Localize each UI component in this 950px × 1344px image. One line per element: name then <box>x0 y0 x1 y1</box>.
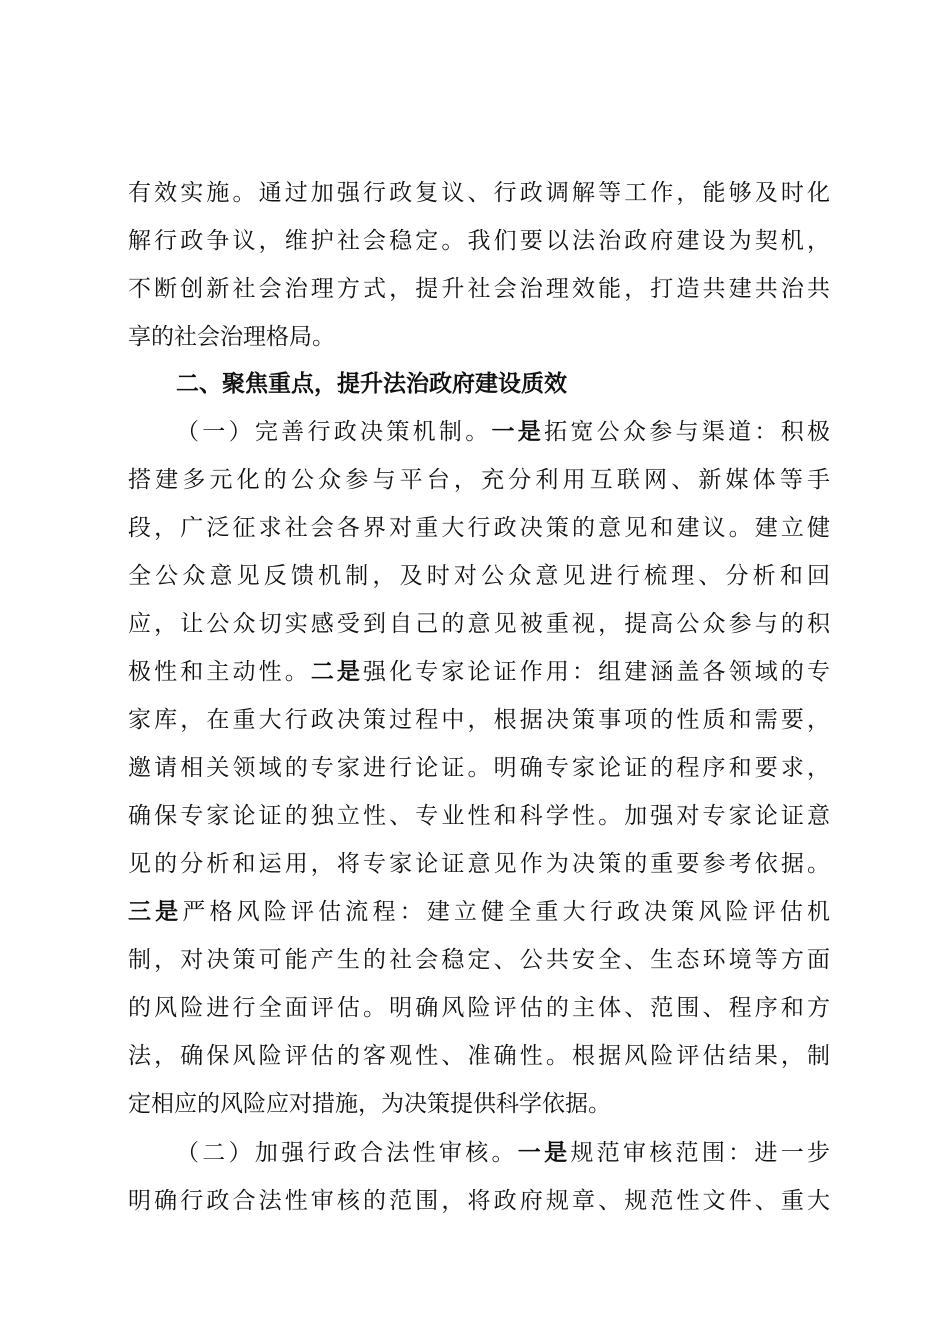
subsection-title: （一）完善行政决策机制。 <box>176 419 492 445</box>
paragraph-line: 邀请相关领域的专家进行论证。明确专家论证的程序和要求， <box>128 755 830 781</box>
section-heading: 二、聚焦重点，提升法治政府建设质效 <box>176 370 567 397</box>
paragraph-line: 有效实施。通过加强行政复议、行政调解等工作，能够及时化 <box>128 180 830 206</box>
paragraph-line: 见的分析和运用，将专家论证意见作为决策的重要参考依据。 <box>128 851 830 877</box>
paragraph-line: 家库，在重大行政决策过程中，根据决策事项的性质和需要， <box>128 707 830 733</box>
line-text: 极性和主动性。 <box>128 659 311 685</box>
paragraph-line: 制，对决策可能产生的社会稳定、公共安全、生态环境等方面 <box>128 947 830 973</box>
point-marker: 一是 <box>491 418 545 445</box>
subsection-title: （二）加强行政合法性审核。 <box>176 1140 518 1166</box>
paragraph-line: 全公众意见反馈机制，及时对公众意见进行梳理、分析和回 <box>128 563 830 589</box>
subsection-2-first-line <box>176 1135 830 1171</box>
point-text: 规范审核范围：进一步 <box>570 1140 831 1166</box>
point-marker: 一是 <box>517 1139 571 1166</box>
point-text: 强化专家论证作用：组建涵盖各领域的专 <box>363 659 831 685</box>
paragraph-line: 不断创新社会治理方式，提升社会治理效能，打造共建共治共 <box>128 276 830 302</box>
point-marker: 三是 <box>128 898 183 925</box>
paragraph-line: 明确行政合法性审核的范围，将政府规章、规范性文件、重大 <box>128 1188 830 1214</box>
paragraph-line: 搭建多元化的公众参与平台，充分利用互联网、新媒体等手 <box>128 467 830 493</box>
point-marker: 二是 <box>310 658 364 685</box>
point-text: 拓宽公众参与渠道：积极 <box>544 419 831 445</box>
paragraph-line: 享的社会治理格局。 <box>128 324 335 350</box>
paragraph-line: 的风险进行全面评估。明确风险评估的主体、范围、程序和方 <box>128 995 830 1021</box>
paragraph-line: 法，确保风险评估的客观性、准确性。根据风险评估结果，制 <box>128 1043 830 1069</box>
paragraph-line: 定相应的风险应对措施，为决策提供科学依据。 <box>128 1091 611 1117</box>
paragraph-line: 段，广泛征求社会各界对重大行政决策的意见和建议。建立健 <box>128 515 830 541</box>
paragraph-line <box>128 894 830 930</box>
paragraph-line <box>128 654 830 690</box>
paragraph-line: 解行政争议，维护社会稳定。我们要以法治政府建设为契机， <box>128 228 830 254</box>
paragraph-line: 确保专家论证的独立性、专业性和科学性。加强对专家论证意 <box>128 803 830 829</box>
point-text: 严格风险评估流程：建立健全重大行政决策风险评估机 <box>182 899 831 925</box>
subsection-1-first-line <box>176 414 830 450</box>
paragraph-line: 应，让公众切实感受到自己的意见被重视，提高公众参与的积 <box>128 611 830 637</box>
